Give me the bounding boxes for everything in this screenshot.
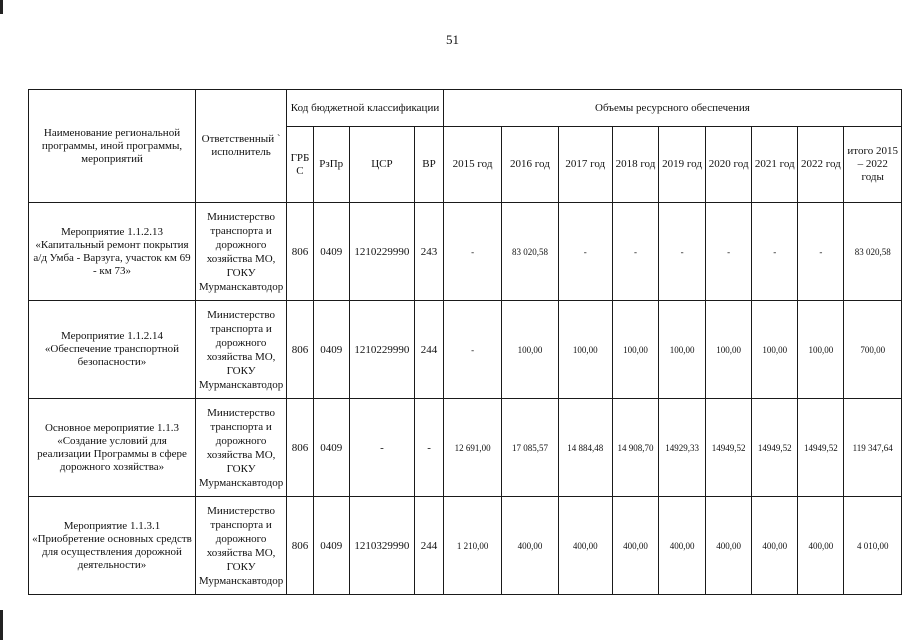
table-row — [29, 203, 902, 301]
header-budget-code-3: ВР — [415, 127, 444, 203]
row-rzpr: 0409 — [313, 301, 349, 399]
row-value: 14949,52 — [706, 399, 752, 497]
row-value: 100,00 — [659, 301, 706, 399]
header-budget-code-1: РзПр — [313, 127, 349, 203]
header-year-3: 2018 год — [612, 127, 658, 203]
row-grbs: 806 — [287, 301, 314, 399]
header-budget-code-0: ГРБ С — [287, 127, 314, 203]
row-executor: Министерство транспорта и дорожного хозяйства МО, ГОКУ Мурманскавтодор — [195, 399, 286, 497]
row-value: 14 908,70 — [612, 399, 658, 497]
row-name: Мероприятие 1.1.2.14 «Обеспечение транспортной безопасности» — [29, 301, 196, 399]
row-executor: Министерство транспорта и дорожного хозяйства МО, ГОКУ Мурманскавтодор — [195, 301, 286, 399]
row-rzpr: 0409 — [313, 497, 349, 595]
header-year-5: 2020 год — [706, 127, 752, 203]
row-vr: 244 — [415, 497, 444, 595]
scan-edge-mark-bottom — [0, 610, 3, 640]
row-name: Мероприятие 1.1.3.1 «Приобретение основных средств для осуществления дорожной деятельности» — [29, 497, 196, 595]
row-name: Мероприятие 1.1.2.13 «Капитальный ремонт покрытия а/д Умба - Варзуга, участок км 69 - км 73» — [29, 203, 196, 301]
header-budget-code: Код бюджетной классификации — [287, 90, 444, 127]
header-year-2: 2017 год — [558, 127, 612, 203]
row-value: 14949,52 — [752, 399, 798, 497]
table-body — [29, 203, 902, 595]
row-value: - — [443, 203, 501, 301]
row-value: 100,00 — [612, 301, 658, 399]
row-value: 400,00 — [706, 497, 752, 595]
row-executor: Министерство транспорта и дорожного хозяйства МО, ГОКУ Мурманскавтодор — [195, 497, 286, 595]
header-year-1: 2016 год — [502, 127, 558, 203]
row-value: 400,00 — [502, 497, 558, 595]
row-csr: 1210229990 — [349, 203, 415, 301]
row-value: 400,00 — [752, 497, 798, 595]
row-total: 83 020,58 — [844, 203, 902, 301]
row-grbs: 806 — [287, 497, 314, 595]
row-grbs: 806 — [287, 203, 314, 301]
row-value: 100,00 — [558, 301, 612, 399]
table-row — [29, 301, 902, 399]
row-rzpr: 0409 — [313, 203, 349, 301]
row-value: 400,00 — [558, 497, 612, 595]
row-executor: Министерство транспорта и дорожного хозяйства МО, ГОКУ Мурманскавтодор — [195, 203, 286, 301]
row-value: 100,00 — [752, 301, 798, 399]
row-rzpr: 0409 — [313, 399, 349, 497]
row-value: - — [443, 301, 501, 399]
row-value: - — [558, 203, 612, 301]
row-value: - — [752, 203, 798, 301]
header-year-4: 2019 год — [659, 127, 706, 203]
header-year-0: 2015 год — [443, 127, 501, 203]
header-year-6: 2021 год — [752, 127, 798, 203]
page-number: 51 — [446, 32, 459, 47]
row-csr: 1210329990 — [349, 497, 415, 595]
row-value: 12 691,00 — [443, 399, 501, 497]
header-resources: Объемы ресурсного обеспечения — [443, 90, 901, 127]
row-value: 400,00 — [659, 497, 706, 595]
header-row-groups — [29, 90, 902, 127]
row-value: - — [706, 203, 752, 301]
row-grbs: 806 — [287, 399, 314, 497]
header-year-7: 2022 год — [798, 127, 844, 203]
header-name: Наименование региональной программы, иной программы, мероприятий — [29, 90, 196, 203]
row-value: 14 884,48 — [558, 399, 612, 497]
row-value: 100,00 — [798, 301, 844, 399]
row-value: 83 020,58 — [502, 203, 558, 301]
row-vr: 244 — [415, 301, 444, 399]
row-value: - — [798, 203, 844, 301]
row-csr: 1210229990 — [349, 301, 415, 399]
row-value: 14929,33 — [659, 399, 706, 497]
row-name: Основное мероприятие 1.1.3 «Создание условий для реализации Программы в сфере дорожного хозяйства» — [29, 399, 196, 497]
budget-table — [28, 89, 902, 595]
row-value: 1 210,00 — [443, 497, 501, 595]
row-vr: - — [415, 399, 444, 497]
row-value: 100,00 — [706, 301, 752, 399]
row-total: 119 347,64 — [844, 399, 902, 497]
header-budget-code-2: ЦСР — [349, 127, 415, 203]
row-value: 400,00 — [612, 497, 658, 595]
scan-edge-mark-top — [0, 0, 3, 14]
row-value: 17 085,57 — [502, 399, 558, 497]
row-value: - — [612, 203, 658, 301]
row-value: 400,00 — [798, 497, 844, 595]
header-total: итого 2015 – 2022 годы — [844, 127, 902, 203]
row-csr: - — [349, 399, 415, 497]
row-total: 4 010,00 — [844, 497, 902, 595]
table-row — [29, 497, 902, 595]
row-vr: 243 — [415, 203, 444, 301]
table-row — [29, 399, 902, 497]
row-value: 100,00 — [502, 301, 558, 399]
row-value: 14949,52 — [798, 399, 844, 497]
row-value: - — [659, 203, 706, 301]
header-executor: Ответственный ` исполнитель — [195, 90, 286, 203]
row-total: 700,00 — [844, 301, 902, 399]
